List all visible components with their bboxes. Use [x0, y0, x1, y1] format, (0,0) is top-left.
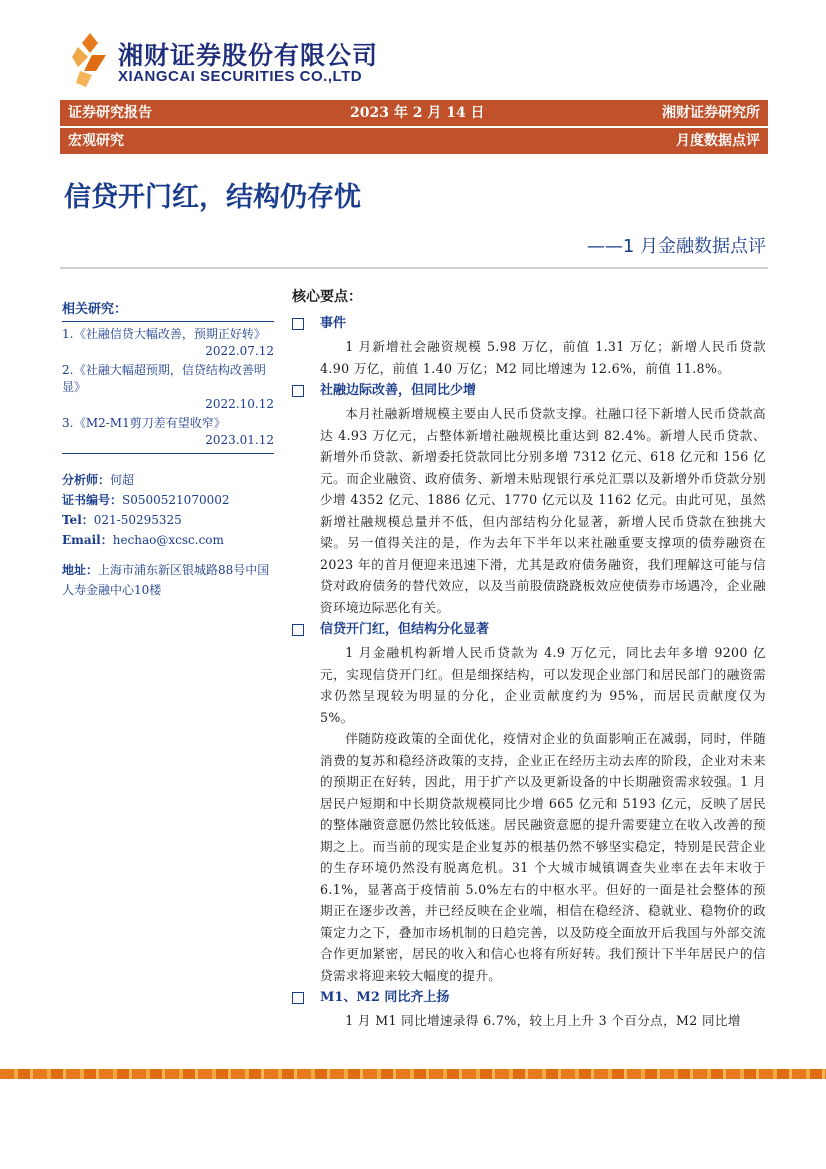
paragraph: 1 月金融机构新增人民币贷款为 4.9 万亿元，同比去年多增 9200 亿元，实现信贷开门红。但是细探结构，可以发现企业部门和居民部门的融资需求仍然呈现较为明显的分化，企业贡献度约为 95%，而居民贡献度仅为 5%。: [320, 645, 766, 725]
checkbox-square-icon: [292, 992, 304, 1004]
email-link[interactable]: hechao@xcsc.com: [112, 533, 224, 547]
related-title: 《社融大幅超预期，信贷结构改善明显》: [62, 363, 266, 394]
paragraph: 1 月新增社会融资规模 5.98 万亿，前值 1.31 万亿；新增人民币贷款 4.90 万亿，前值 1.40 万亿；M2 同比增速为 12.6%，前值 11.8%。: [320, 339, 766, 376]
series: 月度数据点评: [676, 133, 760, 149]
institute: 湘财证券研究所: [662, 105, 760, 121]
analyst-name: 何超: [110, 473, 135, 487]
related-item[interactable]: 1. 《社融信贷大幅改善，预期正好转》 2022.07.12: [62, 327, 274, 358]
divider: [60, 267, 768, 269]
related-title: 《社融信贷大幅改善，预期正好转》: [73, 327, 266, 341]
main-content: [292, 286, 766, 1032]
related-date: 2023.01.12: [205, 433, 274, 447]
report-date: 2023 年 2 月 14 日: [350, 105, 485, 121]
footer-stripe: [0, 1069, 826, 1079]
brand-name-cn: 湘财证券股份有限公司: [118, 41, 379, 70]
subheader-bar: [60, 128, 768, 154]
related-date: 2022.07.12: [205, 344, 274, 358]
header-bar: [60, 100, 768, 126]
checkbox-square-icon: [292, 624, 304, 636]
address: 地址：上海市浦东新区银城路88号中国人寿金融中心10楼: [62, 563, 270, 597]
report-type: 证券研究报告: [68, 105, 152, 121]
core-heading: 核心要点：: [292, 289, 362, 305]
page-title: 信贷开门红，结构仍存忧: [64, 182, 361, 213]
checkbox-square-icon: [292, 318, 304, 330]
related-item[interactable]: 2. 《社融大幅超预期，信贷结构改善明显》 2022.10.12: [62, 363, 274, 411]
related-date: 2022.10.12: [205, 397, 274, 411]
checkbox-square-icon: [292, 385, 304, 397]
telephone: 021-50295325: [93, 513, 182, 527]
section-heading: 社融边际改善，但同比少增: [292, 379, 766, 403]
page-subtitle: ——1 月金融数据点评: [586, 236, 766, 257]
section-heading: 事件: [292, 312, 766, 336]
related-title: 《M2-M1剪刀差有望收窄》: [73, 416, 226, 430]
paragraph: 伴随防疫政策的全面优化，疫情对企业的负面影响正在减弱，同时，伴随消费的复苏和稳经济政策的支持，企业正在经历主动去库的阶段，企业对未来的预期正在好转，因此，用于扩产以及更新设备的中长期融资需求较强。1 月居民户短期和中长期贷款规模同比少增 665 亿元和 5193 亿元，反映了居民的整体融资意愿仍然比较低迷。居民融资意愿的提升需要建立在收入改善的预期之上。而当前的现实是企业复苏的根基仍然不够坚实稳定，特别是民营企业的生存环境仍然没有脱离危机。31 个大城市城镇调查失业率在去年末收于 6.1%，显著高于疫情前 5.0%左右的中枢水平。但好的一面是社会整体的预期正在逐步改善，并已经反映在企业端，相信在稳经济、稳就业、稳物价的政策定力之下，叠加市场机制的日趋完善，以及防疫全面放开后我国与外部交流合作更加紧密，居民的收入和信心也将有所好转。我们预计下半年居民户的信贷需求将迎来较大幅度的提升。: [320, 731, 766, 983]
category: 宏观研究: [68, 133, 124, 149]
cert-number: S0500521070002: [122, 493, 230, 507]
brand-name-en: XIANGCAI SECURITIES CO.,LTD: [118, 68, 363, 85]
xiangcai-logo-icon: [72, 33, 108, 87]
divider: [62, 453, 274, 454]
analyst-info: 分析师：何超 证书编号：S0500521070002 Tel：021-50295325 Email：hechao@xcsc.com: [62, 473, 230, 547]
sidebar: [62, 298, 274, 458]
related-item[interactable]: 3. 《M2-M1剪刀差有望收窄》 2023.01.12: [62, 416, 274, 447]
section-heading: M1、M2 同比齐上扬: [292, 986, 766, 1010]
paragraph: 1 月 M1 同比增速录得 6.7%，较上月上升 3 个百分点，M2 同比增: [345, 1013, 741, 1028]
related-heading: 相关研究：: [62, 298, 274, 322]
paragraph: 本月社融新增规模主要由人民币贷款支撑。社融口径下新增人民币贷款高达 4.93 万亿元，占整体新增社融规模比重达到 82.4%。新增人民币贷款、新增外币贷款、新增委托贷款同比分别多增 7312 亿元、618 亿元和 156 亿元。而企业融资、政府债务、新增未贴现银行承兑汇票以及新增外币贷款分别少增 4352 亿元、1886 亿元、1770 亿元以及 1162 亿元。由此可见，虽然新增社融规模总量并不低，但内部结构分化显著，新增人民币贷款在独挑大梁。另一值得关注的是，作为去年下半年以来社融重要支撑项的债券融资在 2023 年的首月便迎来迅速下滑，尤其是政府债务融资，我们理解这可能与信贷对政府债务的替代效应，以及当前股债跷跷板效应使债券市场遇冷，企业融资环境边际恶化有关。: [320, 406, 766, 615]
section-heading: 信贷开门红，但结构分化显著: [292, 618, 766, 642]
